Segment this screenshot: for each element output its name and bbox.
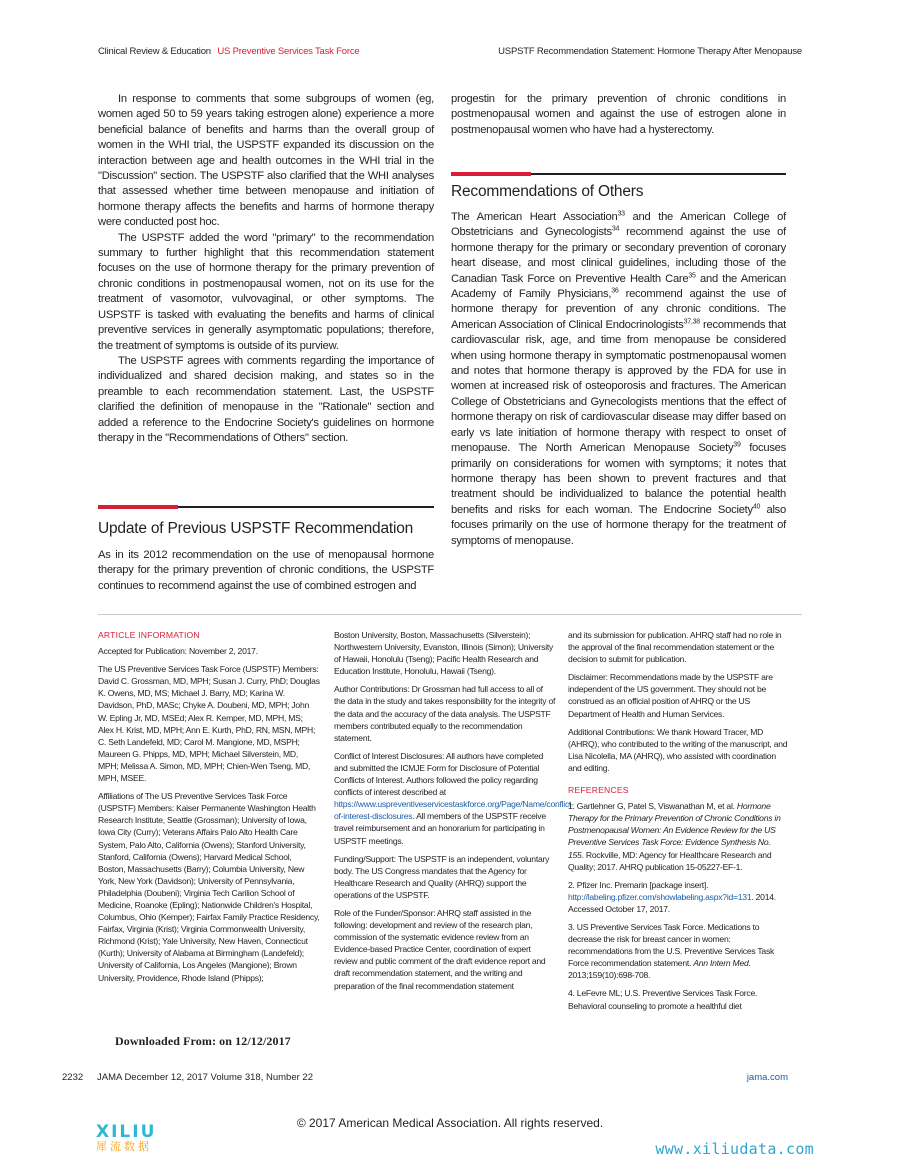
reference-2-link[interactable]: http://labeling.pfizer.com/showlabeling.aspx?id=131 bbox=[568, 891, 752, 902]
role-of-funder: Role of the Funder/Sponsor: AHRQ staff assisted in the following: development and review of the research plan, commission of the systematic evidence review from an Evidence-based Practice Center, coordination of expert review and public comment of the draft evidence report and draft recommendation statement, and the writing and preparation of the final recommendation statement bbox=[334, 907, 546, 991]
update-text bbox=[98, 548, 434, 594]
paragraph: progestin for the primary prevention of chronic conditions in postmenopausal women and against the use of estrogen alone in postmenopausal women who have had a hysterectomy. bbox=[451, 93, 786, 136]
header-title: USPSTF Recommendation Statement: Hormone Therapy After Menopause bbox=[498, 46, 802, 57]
section-rule-accent bbox=[451, 172, 531, 176]
reference-3: 3. US Preventive Services Task Force. Medications to decrease the risk for breast cancer in women: recommendations from the U.S. Preventive Services Task Force recommendation statement. Ann Intern Med. 2013;159(10):698-708. bbox=[568, 921, 775, 981]
divider bbox=[98, 614, 802, 615]
paragraph: As in its 2012 recommendation on the use of menopausal hormone therapy for the primary prevention of chronic conditions, the USPSTF continues to recommend against the use of combined estrogen and bbox=[98, 549, 434, 592]
author-contributions: Author Contributions: Dr Grossman had full access to all of the data in the study and takes responsibility for the integrity of the data and the accuracy of the data analysis. The USPSTF members contributed equally to the recommendation statement. bbox=[334, 684, 556, 743]
reference-2: 2. Pfizer Inc. Premarin [package insert]. http://labeling.pfizer.com/showlabeling.aspx?id=131. 2014. Accessed October 17, 2017. bbox=[568, 879, 776, 914]
left-column bbox=[98, 92, 434, 446]
section-rule-accent bbox=[98, 505, 178, 509]
logo-chinese: 犀流数据 bbox=[96, 1141, 152, 1153]
additional-contributions: Additional Contributions: We thank Howard Tracer, MD (AHRQ), who contributed to the writing of the manuscript, and Lisa Nicolella, MA (AHRQ), who assisted with coordination and editing. bbox=[568, 726, 788, 773]
references-label: REFERENCES bbox=[568, 785, 629, 796]
disclaimer: Disclaimer: Recommendations made by the USPSTF are independent of the US government. They should not be construed as an official position of AHRQ or the US Department of Health and Human Services. bbox=[568, 672, 773, 719]
others-heading: Recommendations of Others bbox=[451, 183, 644, 200]
funding-support: Funding/Support: The USPSTF is an independent, voluntary body. The US Congress mandates that the Agency for Healthcare Research and Quality (AHRQ) support the operations of the USPSTF. bbox=[334, 853, 550, 900]
update-heading: Update of Previous USPSTF Recommendation bbox=[98, 520, 414, 537]
logo-wordmark: XILIU bbox=[96, 1122, 157, 1142]
reference-1: 1. Gartlehner G, Patel S, Viswanathan M, et al. Hormone Therapy for the Primary Prevention of Chronic Conditions in Postmenopausal Women: An Evidence Review for the US Preventive Services Task Force: Evidence Synthesis No. 155. Rockville, MD: Agency for Healthcare Research and Quality; 2017. AHRQ publication 15-05227-EF-1. bbox=[568, 801, 781, 872]
copyright-notice: © 2017 American Medical Association. All rights reserved. bbox=[296, 1116, 604, 1130]
paragraph: In response to comments that some subgroups of women (eg, women aged 50 to 59 years taking estrogen alone) experience a more beneficial balance of benefits and harms than the overall group of women in the WHI trial, the USPSTF expanded its discussion on the interaction between age and health outcomes in the WHI trial in the "Discussion" section. The USPSTF also clarified that the WHI analyses that assessed whether time between menopause and initiation of hormone therapy affects the benefits and harms of hormone therapy were conducted post hoc. bbox=[98, 93, 434, 229]
conflict-of-interest: Conflict of Interest Disclosures: All authors have completed and submitted the ICMJE Form for Disclosure of Potential Conflicts of Interest. Authors followed the policy regarding conflicts of interest described at https://www.uspreventiveservicestaskforce.org/Page/Name/conflict-of-interest-disclosures. All members of the USPSTF receive travel reimbursement and an honorarium for participating in USPSTF meetings. bbox=[334, 750, 574, 846]
reference-4: 4. LeFevre ML; U.S. Preventive Services Task Force. Behavioral counseling to promote a healthful diet bbox=[568, 988, 758, 1011]
article-info-label: ARTICLE INFORMATION bbox=[98, 630, 200, 640]
header-left bbox=[98, 46, 359, 57]
right-column bbox=[451, 92, 786, 138]
task-force-members: The US Preventive Services Task Force (USPSTF) Members: David C. Grossman, MD, MPH; Susan J. Curry, PhD; Douglas K. Owens, MD, MS; Michael J. Barry, MD; Karina W. Davidson, PhD, MASc; Chyke A. Doubeni, MD, MPH; John W. Epling Jr, MD, MSEd; Alex R. Kemper, MD, MPH, MS; Alex H. Krist, MD, MPH; Ann E. Kurth, PhD, RN, MSN, MPH; C. Seth Landefeld, MD; Carol M. Mangione, MD, MSPH; Maureen G. Phipps, MD, MPH; Michael Silverstein, MD, MPH; Melissa A. Simon, MD, MPH; Chien-Wen Tseng, MD, MPH, MSEE. bbox=[98, 664, 320, 784]
others-text bbox=[451, 210, 786, 549]
header-section: Clinical Review & Education bbox=[98, 46, 211, 57]
xiliu-logo bbox=[96, 1123, 166, 1161]
section-rule bbox=[451, 173, 786, 175]
article-info-column-3 bbox=[568, 629, 788, 1018]
section-rule bbox=[98, 506, 434, 508]
watermark-url: www.xiliudata.com bbox=[655, 1140, 814, 1158]
journal-website-link[interactable]: jama.com bbox=[746, 1072, 788, 1083]
paragraph: The USPSTF agrees with comments regarding the importance of individualized and shared decision making, and states so in the preamble to each recommendation statement. Last, the USPSTF clarified the definition of menopause in the "Rationale" section and added a reference to the Endocrine Society's guidelines on hormone therapy in the "Recommendations of Others" section. bbox=[98, 354, 434, 444]
role-of-funder-cont: and its submission for publication. AHRQ staff had no role in the approval of the final recommendation statement or the decision to submit for publication. bbox=[568, 630, 782, 665]
affiliations-cont: Boston University, Boston, Massachusetts (Silverstein); Northwestern University, Evanston, Illinois (Simon); University of Hawaii, Honolulu (Tseng); Pacific Health Research and Education Institute, Honolulu, Hawaii (Tseng). bbox=[334, 630, 554, 677]
article-info-column-2 bbox=[334, 629, 574, 998]
accepted-date: Accepted for Publication: November 2, 2017. bbox=[98, 646, 258, 657]
affiliations: Affiliations of The US Preventive Services Task Force (USPSTF) Members: Kaiser Permanente Washington Health Research Institute, Seattle (Grossman); University of Iowa, Iowa City (Curry); Veterans Affairs Palo Alto Health Care System, Palo Alto, California (Owens); Stanford University, Stanford, California (Owens); Harvard Medical School, Boston, Massachusetts (Barry); Columbia University, New York, New York (Davidson); University of Pennsylvania, Philadelphia (Doubeni); Virginia Tech Carilion School of Medicine, Roanoke (Epling); Nationwide Children's Hospital, Columbus, Ohio (Kemper); Fairfax Family Practice Residency, Fairfax, Virginia (Krist); Virginia Commonwealth University, Richmond (Krist); Yale University, New Haven, Connecticut (Kurth); University of Alabama at Birmingham (Landefeld); University of California, Los Angeles (Mangione); Brown University, Providence, Rhode Island (Phipps); bbox=[98, 791, 320, 983]
paragraph: The USPSTF added the word "primary" to the recommendation summary to further highlight that this recommendation statement focuses on the use of hormone therapy for the primary prevention of chronic conditions in postmenopausal women, not on its use for the treatment of vasomotor, vulvovaginal, or other symptoms. The USPSTF is tasked with evaluating the benefits and harms of clinical preventive services in generally asymptomatic populations; therefore, the treatment of symptoms is outside of its purview. bbox=[98, 231, 434, 352]
page-number: 2232 bbox=[62, 1072, 84, 1083]
journal-info: JAMA December 12, 2017 Volume 318, Number 22 bbox=[97, 1072, 313, 1083]
coi-link[interactable]: https://www.uspreventiveservicestaskforce.org/Page/Name/conflict-of-interest-disclosures bbox=[334, 799, 574, 822]
paragraph: The American Heart Association$^{33}$ and the American College of Obstetricians and Gynecologists$^{34}$ recommend against the use of hormone therapy for the primary or secondary prevention of coronary heart disease, and most clinical guidelines, including those of the Canadian Task Force on Preventive Health Care$^{35}$ and the American Academy of Family Physicians,$^{36}$ recommend against the use of hormone therapy for prevention of any chronic conditions. The American Association of Clinical Endocrinologists$^{37,38}$ recommends that cardiovascular risk, age, and time from menopause be considered when using hormone therapy in symptomatic postmenopausal women and notes that hormone therapy is approved by the FDA for use in women at increased risk of osteoporosis and fractures. The American College of Obstetricians and Gynecologists mentions that the effect of hormone therapy on risk of cardiovascular disease may differ based on early vs late initiation of hormone therapy with respect to onset of menopause. The North American Menopause Society$^{39}$ focuses primarily on considerations for women with symptoms; it notes that hormone therapy has been shown to prevent fractures and that treatment should be individualized to balance the potential health benefits and risks for each woman. The Endocrine Society$^{40}$ also focuses primarily on the use of hormone therapy for the treatment of symptoms of menopause. bbox=[451, 210, 787, 547]
header-subsection: US Preventive Services Task Force bbox=[217, 46, 360, 57]
article-info-column-1 bbox=[98, 629, 320, 990]
download-stamp: Downloaded From: on 12/12/2017 bbox=[115, 1034, 291, 1048]
